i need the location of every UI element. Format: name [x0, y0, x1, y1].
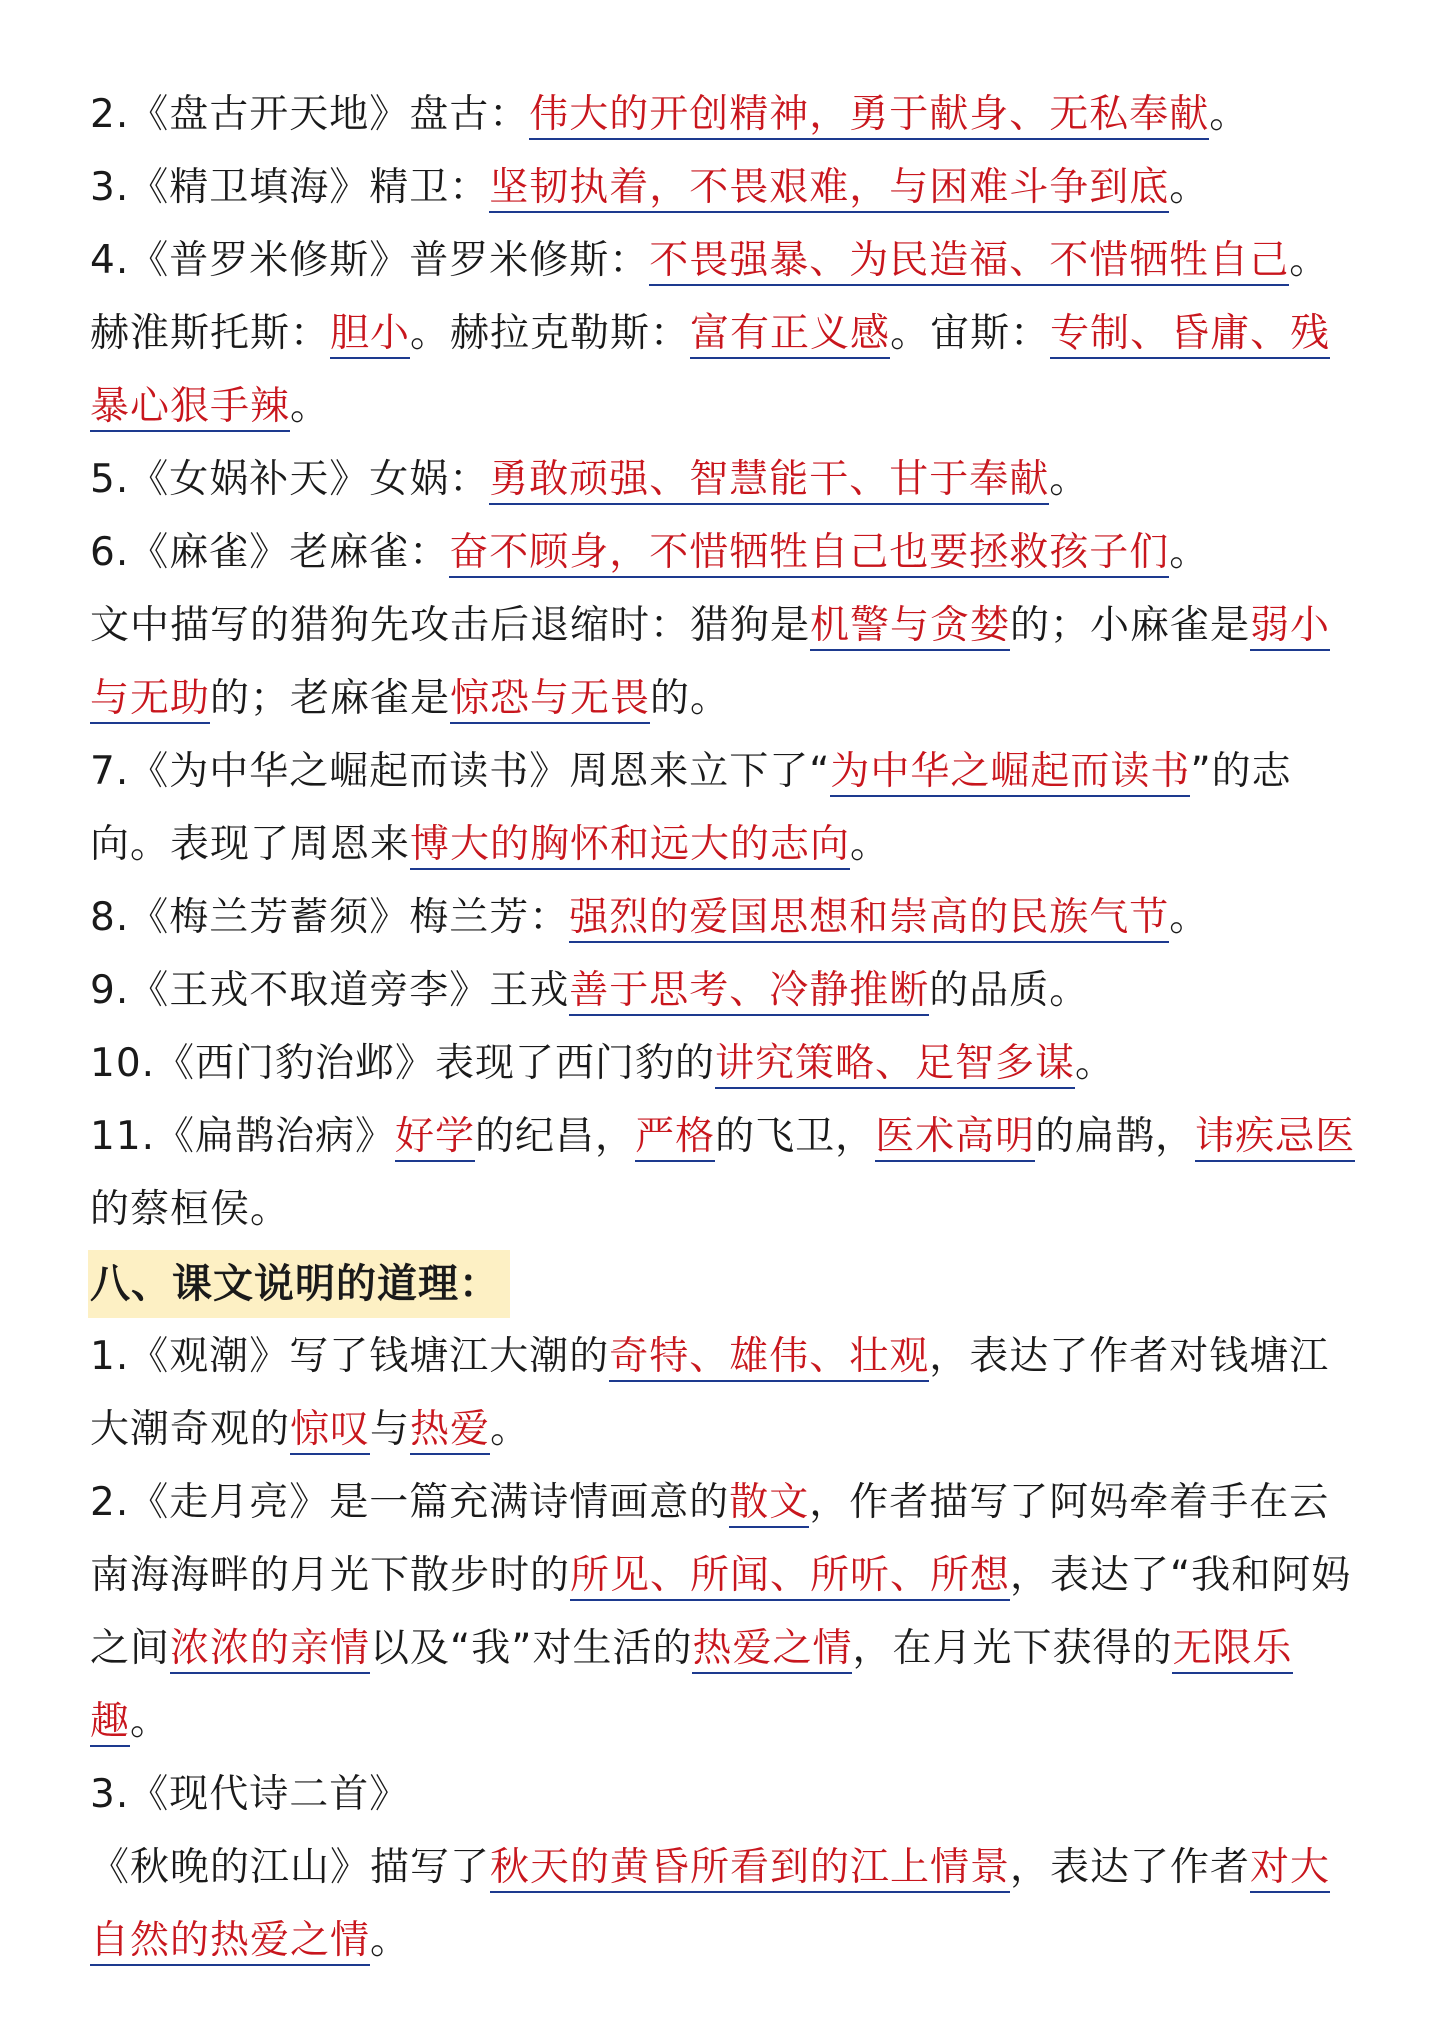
answer-highlight: 秋天的黄昏所看到的江上情景 [490, 1845, 1010, 1893]
paragraph [90, 1831, 1356, 1977]
answer-highlight: 对大自然的热爱之情 [90, 1845, 1330, 1966]
text-segment: 。宙斯： [890, 311, 1051, 356]
text-segment: 。 [290, 384, 331, 429]
text-segment: 的；小麻雀是 [1010, 603, 1251, 648]
text-segment: 3.《现代诗二首》 [90, 1772, 410, 1817]
section-heading-wrapper [90, 1246, 1356, 1320]
answer-highlight: 奇特、雄伟、壮观 [609, 1334, 929, 1382]
text-segment: 。 [1169, 165, 1210, 210]
text-segment: 《秋晚的江山》描写了 [90, 1845, 491, 1890]
answer-highlight: 善于思考、冷静推断 [569, 968, 929, 1016]
paragraph [90, 151, 1356, 224]
paragraph [90, 881, 1356, 954]
text-segment: ，作者描写了阿妈牵着手在云南海海畔的月光下散步时的 [90, 1480, 1330, 1598]
answer-highlight: 严格 [635, 1114, 715, 1162]
text-segment: 3.《精卫填海》精卫： [90, 165, 490, 210]
answer-highlight: 奋不顾身，不惜牺牲自己也要拯救孩子们 [449, 530, 1169, 578]
text-segment: 4.《普罗米修斯》普罗米修斯： [90, 238, 650, 283]
paragraph [90, 1027, 1356, 1100]
text-segment: 7.《为中华之崛起而读书》周恩来立下了“ [90, 749, 831, 794]
answer-highlight: 弱小与无助 [90, 603, 1330, 724]
answer-highlight: 机警与贪婪 [810, 603, 1010, 651]
text-segment: 文中描写的猎狗先攻击后退缩时：猎狗是 [90, 603, 811, 648]
text-segment: 。 [1049, 457, 1090, 502]
answer-highlight: 坚韧执着，不畏艰难，与困难斗争到底 [489, 165, 1169, 213]
paragraph [90, 78, 1356, 151]
answer-highlight: 所见、所闻、所听、所想 [570, 1553, 1010, 1601]
text-segment: ，表达了“我和阿妈之间 [90, 1553, 1352, 1671]
text-segment: 9.《王戎不取道旁李》王戎 [90, 968, 570, 1013]
text-segment: 。 [1169, 895, 1210, 940]
text-segment: 的纪昌， [475, 1114, 636, 1159]
answer-highlight: 热爱之情 [692, 1626, 852, 1674]
answer-highlight: 惊恐与无畏 [450, 676, 650, 724]
paragraph [90, 954, 1356, 1027]
answer-highlight: 博大的胸怀和远大的志向 [410, 822, 850, 870]
answer-highlight: 讳疾忌医 [1195, 1114, 1355, 1162]
answer-highlight: 为中华之崛起而读书 [830, 749, 1190, 797]
text-segment: ”的志向。表现了周恩来 [90, 749, 1292, 867]
text-segment: 6.《麻雀》老麻雀： [90, 530, 450, 575]
text-segment: 的品质。 [929, 968, 1090, 1013]
paragraph [90, 1758, 1356, 1831]
text-segment: 。 [490, 1407, 531, 1452]
paragraph [90, 735, 1356, 881]
answer-highlight: 勇敢顽强、智慧能干、甘于奉献 [489, 457, 1049, 505]
text-segment: ，在月光下获得的 [852, 1626, 1173, 1671]
answer-highlight: 浓浓的亲情 [170, 1626, 370, 1674]
paragraph [90, 1466, 1356, 1758]
answer-highlight: 无限乐趣 [90, 1626, 1293, 1747]
text-segment: 。赫淮斯托斯： [90, 238, 1330, 356]
text-segment: ，表达了作者对钱塘江大潮奇观的 [90, 1334, 1330, 1452]
text-segment: 2.《走月亮》是一篇充满诗情画意的 [90, 1480, 730, 1525]
text-segment: 。 [370, 1918, 411, 1963]
answer-highlight: 讲究策略、足智多谋 [715, 1041, 1075, 1089]
answer-highlight: 散文 [729, 1480, 809, 1528]
answer-highlight: 不畏强暴、为民造福、不惜牺牲自己 [649, 238, 1289, 286]
answer-highlight: 富有正义感 [690, 311, 890, 359]
paragraph [90, 1100, 1356, 1246]
text-segment: 与 [370, 1407, 411, 1452]
text-segment: 2.《盘古开天地》盘古： [90, 92, 530, 137]
answer-highlight: 热爱 [410, 1407, 490, 1455]
text-segment: 。 [1075, 1041, 1116, 1086]
text-segment: 8.《梅兰芳蓄须》梅兰芳： [90, 895, 570, 940]
text-segment: 的飞卫， [715, 1114, 876, 1159]
text-segment: 的。 [650, 676, 731, 721]
answer-highlight: 惊叹 [290, 1407, 370, 1455]
answer-highlight: 专制、昏庸、残暴心狠手辣 [90, 311, 1330, 432]
text-segment: 1.《观潮》写了钱塘江大潮的 [90, 1334, 610, 1379]
answer-highlight: 伟大的开创精神，勇于献身、无私奉献 [529, 92, 1209, 140]
text-segment: 的扁鹊， [1035, 1114, 1196, 1159]
text-segment: 。 [1169, 530, 1210, 575]
answer-highlight: 强烈的爱国思想和崇高的民族气节 [569, 895, 1169, 943]
text-segment: 的蔡桓侯。 [90, 1187, 291, 1232]
paragraph [90, 1320, 1356, 1466]
text-segment: 。 [130, 1699, 171, 1744]
text-segment: 以及“我”对生活的 [370, 1626, 693, 1671]
text-segment: 11.《扁鹊治病》 [90, 1114, 396, 1159]
text-segment: 。 [1209, 92, 1250, 137]
paragraph [90, 589, 1356, 735]
text-segment: 5.《女娲补天》女娲： [90, 457, 490, 502]
answer-highlight: 医术高明 [875, 1114, 1035, 1162]
text-segment: 的；老麻雀是 [210, 676, 451, 721]
paragraph [90, 224, 1356, 443]
text-segment: 10.《西门豹治邺》表现了西门豹的 [90, 1041, 716, 1086]
text-segment: ，表达了作者 [1010, 1845, 1251, 1890]
text-segment: 。赫拉克勒斯： [410, 311, 691, 356]
paragraph [90, 516, 1356, 589]
answer-highlight: 胆小 [330, 311, 410, 359]
paragraph [90, 443, 1356, 516]
answer-highlight: 好学 [395, 1114, 475, 1162]
text-segment: 。 [850, 822, 891, 867]
section-heading: 八、课文说明的道理： [88, 1250, 510, 1318]
